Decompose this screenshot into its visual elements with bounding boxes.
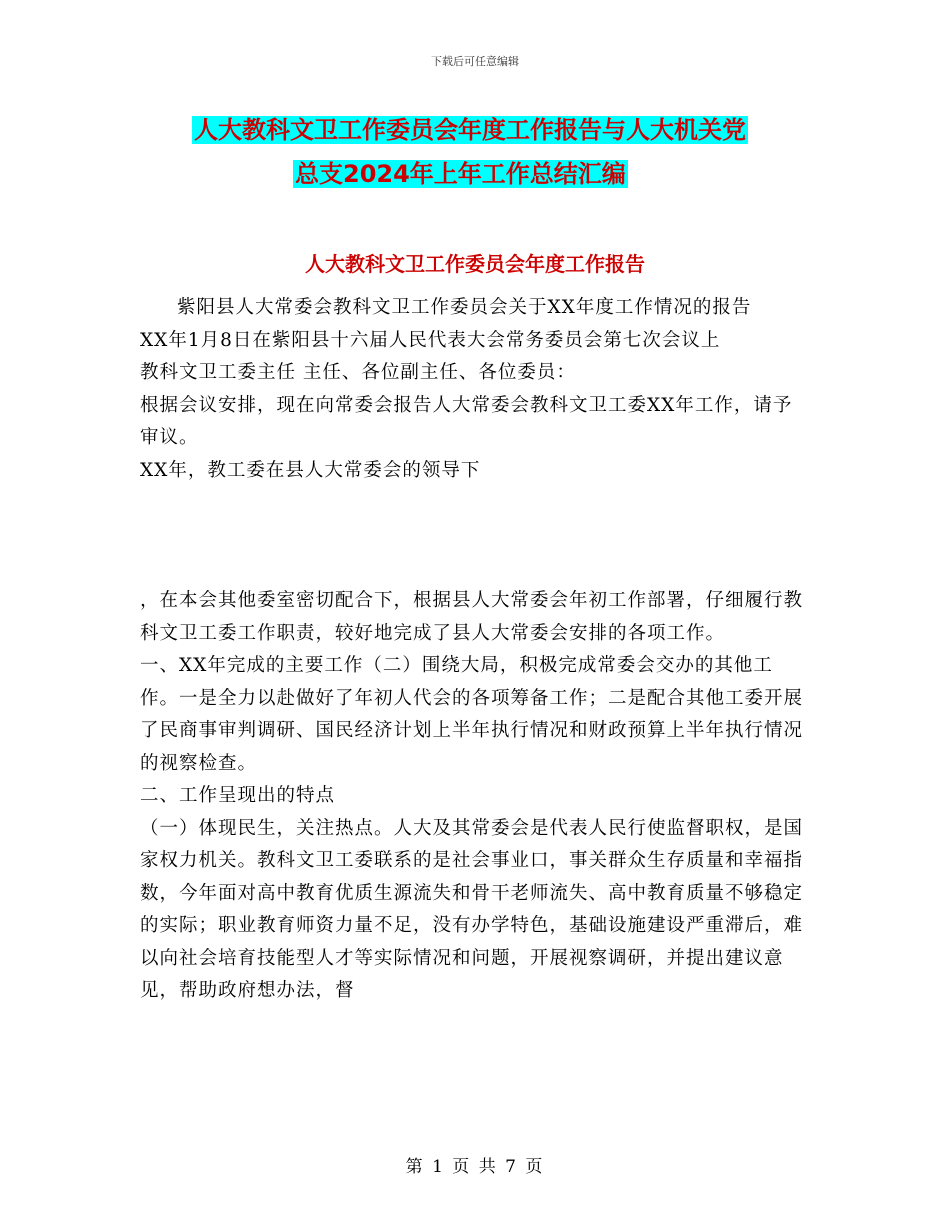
paragraph-intro: 根据会议安排，现在向常委会报告人大常委会教科文卫工委XX年工作，请予审议。 — [140, 394, 793, 448]
paragraph-livelihood: （一）体现民生，关注热点。人大及其常委会是代表人民行使监督职权，是国家权力机关。教科文卫工委联系的是社会事业口，事关群众生存质量和幸福指数，今年面对高中教育优质生源流失和骨干老师流失、高中教育质量不够稳定的实际；职业教育师资力量不足，没有办学特色，基础设施建设严重滞后，难以向社会培育技能型人才等实际情况和问题，开展视察调研，并提出建议意见，帮助政府想办法，督 — [140, 817, 804, 1001]
body-text-block-2 — [140, 585, 810, 1008]
paragraph-report-heading: 紫阳县人大常委会教科文卫工作委员会关于XX年度工作情况的报告 — [177, 297, 752, 318]
paragraph-features-heading: 二、工作呈现出的特点 — [140, 785, 336, 806]
paragraph-salutation: 教科文卫工委主任 主任、各位副主任、各位委员： — [140, 362, 576, 383]
document-title-line-2 — [293, 157, 950, 191]
page-footer: 第 1 页 共 7 页 — [405, 1157, 545, 1177]
section-title: 人大教科文卫工作委员会年度工作报告 — [305, 252, 645, 276]
title-highlight: 人大教科文卫工作委员会年度工作报告与人大机关党 — [194, 116, 746, 144]
header-note: 下载后可任意编辑 — [431, 55, 519, 68]
paragraph-cooperation: ，在本会其他委室密切配合下，根据县人大常委会年初工作部署，仔细履行教科文卫工委工作职责，较好地完成了县人大常委会安排的各项工作。 — [140, 590, 804, 644]
paragraph-meeting-date: XX年1月8日在紫阳县十六届人民代表大会常务委员会第七次会议上 — [140, 329, 721, 351]
document-title-line-1 — [192, 113, 872, 147]
body-text-block-1 — [140, 292, 810, 487]
paragraph-leadership: XX年，教工委在县人大常委会的领导下 — [140, 459, 481, 481]
title-highlight: 总支2024年上年工作总结汇编 — [295, 160, 626, 188]
paragraph-main-work: 一、XX年完成的主要工作（二）围绕大局，积极完成常委会交办的其他工作。一是全力以赴做好了年初人代会的各项筹备工作；二是配合其他工委开展了民商事审判调研、国民经济计划上半年执行情况和财政预算上半年执行情况的视察检查。 — [140, 655, 804, 774]
